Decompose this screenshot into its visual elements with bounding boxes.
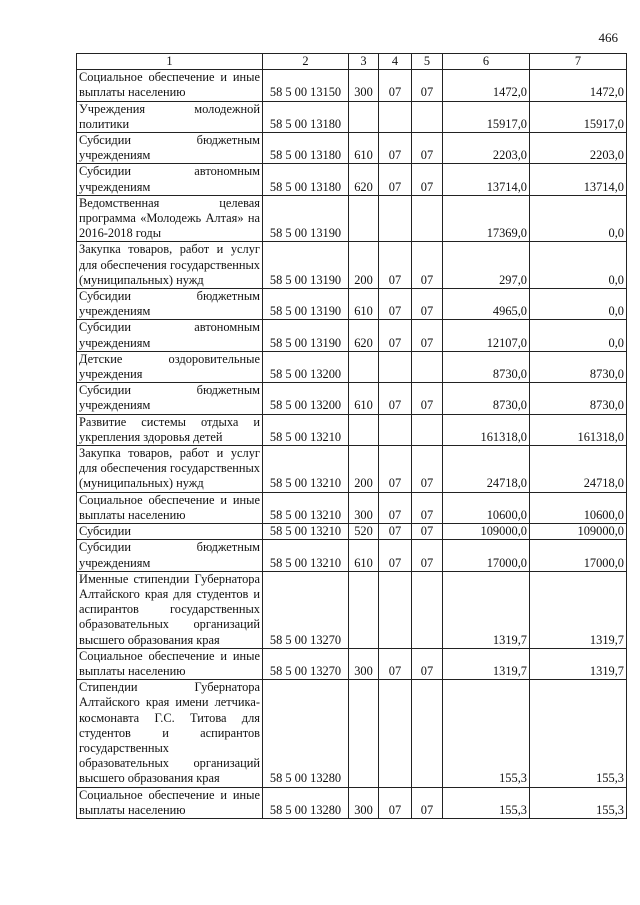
row-expense-type [349,101,379,132]
row-amount-2: 17000,0 [530,540,627,571]
row-section [379,680,412,787]
row-amount-1: 15917,0 [443,101,530,132]
row-amount-1: 13714,0 [443,164,530,195]
row-subsection [412,414,443,445]
table-row [77,492,627,523]
header-col-6: 6 [443,54,530,70]
row-amount-1: 161318,0 [443,414,530,445]
table-row [77,70,627,101]
row-name: Социальное обеспечение и иные выплаты населению [77,648,263,679]
row-amount-1: 155,3 [443,680,530,787]
row-expense-type: 620 [349,320,379,351]
row-amount-2: 2203,0 [530,133,627,164]
row-expense-type: 200 [349,242,379,289]
row-code: 58 5 00 13180 [263,164,349,195]
row-amount-1: 1319,7 [443,571,530,648]
table-row [77,133,627,164]
header-col-3: 3 [349,54,379,70]
row-amount-1: 4965,0 [443,289,530,320]
row-expense-type: 200 [349,446,379,493]
row-code: 58 5 00 13210 [263,524,349,540]
table-row [77,648,627,679]
table-row [77,540,627,571]
row-amount-1: 8730,0 [443,383,530,414]
row-section [379,195,412,242]
row-subsection: 07 [412,320,443,351]
row-amount-1: 17369,0 [443,195,530,242]
header-col-2: 2 [263,54,349,70]
row-code: 58 5 00 13210 [263,540,349,571]
row-name: Субсидии бюджетным учреждениям [77,133,263,164]
row-section: 07 [379,133,412,164]
row-name: Субсидии бюджетным учреждениям [77,540,263,571]
row-expense-type [349,414,379,445]
row-expense-type: 620 [349,164,379,195]
table-row [77,787,627,818]
row-section: 07 [379,320,412,351]
row-name: Закупка товаров, работ и услуг для обеспечения государственных (муниципальных) нужд [77,446,263,493]
row-amount-2: 1319,7 [530,648,627,679]
row-subsection [412,101,443,132]
row-name: Социальное обеспечение и иные выплаты населению [77,70,263,101]
row-amount-2: 24718,0 [530,446,627,493]
row-section: 07 [379,648,412,679]
row-amount-1: 10600,0 [443,492,530,523]
row-subsection: 07 [412,242,443,289]
row-amount-2: 161318,0 [530,414,627,445]
row-code: 58 5 00 13280 [263,787,349,818]
table-row [77,383,627,414]
table-row [77,414,627,445]
row-name: Субсидии автономным учреждениям [77,164,263,195]
row-subsection: 07 [412,383,443,414]
row-amount-2: 109000,0 [530,524,627,540]
table-row [77,571,627,648]
row-code: 58 5 00 13190 [263,320,349,351]
table-row [77,351,627,382]
row-name: Развитие системы отдыха и укрепления здоровья детей [77,414,263,445]
row-section [379,351,412,382]
row-code: 58 5 00 13210 [263,492,349,523]
row-subsection: 07 [412,524,443,540]
row-section: 07 [379,70,412,101]
table-row [77,164,627,195]
row-section: 07 [379,383,412,414]
row-name: Социальное обеспечение и иные выплаты населению [77,492,263,523]
row-amount-2: 8730,0 [530,383,627,414]
row-code: 58 5 00 13270 [263,648,349,679]
row-expense-type: 300 [349,70,379,101]
row-code: 58 5 00 13200 [263,383,349,414]
table-row [77,195,627,242]
row-amount-2: 1472,0 [530,70,627,101]
table-row [77,320,627,351]
row-section [379,414,412,445]
row-amount-1: 8730,0 [443,351,530,382]
row-amount-1: 1319,7 [443,648,530,679]
table-row [77,289,627,320]
row-amount-2: 155,3 [530,680,627,787]
budget-table [76,53,627,819]
row-name: Субсидии [77,524,263,540]
row-code: 58 5 00 13190 [263,289,349,320]
row-subsection: 07 [412,446,443,493]
row-amount-2: 1319,7 [530,571,627,648]
row-expense-type [349,351,379,382]
row-expense-type: 300 [349,648,379,679]
row-section: 07 [379,446,412,493]
row-code: 58 5 00 13190 [263,195,349,242]
row-subsection: 07 [412,164,443,195]
header-col-4: 4 [379,54,412,70]
row-expense-type: 300 [349,492,379,523]
row-expense-type [349,195,379,242]
row-amount-2: 13714,0 [530,164,627,195]
row-amount-1: 2203,0 [443,133,530,164]
row-subsection: 07 [412,540,443,571]
page-number: 466 [598,30,618,45]
row-amount-2: 0,0 [530,289,627,320]
row-subsection [412,680,443,787]
row-amount-2: 0,0 [530,320,627,351]
row-amount-2: 155,3 [530,787,627,818]
table-row [77,680,627,787]
row-name: Детские оздоровительные учреждения [77,351,263,382]
row-amount-2: 10600,0 [530,492,627,523]
row-amount-1: 109000,0 [443,524,530,540]
row-section: 07 [379,289,412,320]
row-subsection: 07 [412,648,443,679]
row-expense-type: 610 [349,383,379,414]
row-name: Стипендии Губернатора Алтайского края имени летчика-космонавта Г.С. Титова для студентов и аспирантов государственных образовательных организаций высшего образования края [77,680,263,787]
table-row [77,101,627,132]
row-section: 07 [379,242,412,289]
row-subsection [412,571,443,648]
row-subsection [412,195,443,242]
row-name: Субсидии бюджетным учреждениям [77,289,263,320]
header-row [77,54,627,70]
row-code: 58 5 00 13180 [263,101,349,132]
row-expense-type: 610 [349,540,379,571]
row-expense-type: 520 [349,524,379,540]
row-section [379,101,412,132]
table-row [77,242,627,289]
row-section: 07 [379,492,412,523]
row-subsection [412,351,443,382]
row-code: 58 5 00 13280 [263,680,349,787]
row-section: 07 [379,540,412,571]
row-amount-1: 297,0 [443,242,530,289]
row-section: 07 [379,524,412,540]
row-amount-1: 155,3 [443,787,530,818]
row-name: Учреждения молодежной политики [77,101,263,132]
row-subsection: 07 [412,787,443,818]
row-section: 07 [379,164,412,195]
row-name: Субсидии автономным учреждениям [77,320,263,351]
row-section [379,571,412,648]
row-code: 58 5 00 13270 [263,571,349,648]
row-code: 58 5 00 13210 [263,414,349,445]
row-section: 07 [379,787,412,818]
row-name: Ведомственная целевая программа «Молодежь Алтая» на 2016-2018 годы [77,195,263,242]
row-amount-1: 17000,0 [443,540,530,571]
row-amount-1: 1472,0 [443,70,530,101]
row-name: Социальное обеспечение и иные выплаты населению [77,787,263,818]
row-name: Субсидии бюджетным учреждениям [77,383,263,414]
header-col-7: 7 [530,54,627,70]
row-subsection: 07 [412,289,443,320]
row-expense-type [349,571,379,648]
row-code: 58 5 00 13180 [263,133,349,164]
row-code: 58 5 00 13200 [263,351,349,382]
table-row [77,446,627,493]
row-expense-type: 610 [349,133,379,164]
row-code: 58 5 00 13210 [263,446,349,493]
row-subsection: 07 [412,133,443,164]
row-amount-1: 12107,0 [443,320,530,351]
row-code: 58 5 00 13190 [263,242,349,289]
row-expense-type: 300 [349,787,379,818]
table-row [77,524,627,540]
header-col-1: 1 [77,54,263,70]
row-expense-type [349,680,379,787]
header-col-5: 5 [412,54,443,70]
row-subsection: 07 [412,70,443,101]
row-expense-type: 610 [349,289,379,320]
row-amount-2: 0,0 [530,242,627,289]
row-amount-2: 0,0 [530,195,627,242]
row-amount-2: 8730,0 [530,351,627,382]
row-amount-2: 15917,0 [530,101,627,132]
row-name: Закупка товаров, работ и услуг для обеспечения государственных (муниципальных) нужд [77,242,263,289]
row-subsection: 07 [412,492,443,523]
row-amount-1: 24718,0 [443,446,530,493]
row-name: Именные стипендии Губернатора Алтайского края для студентов и аспирантов государственных образовательных организаций высшего образования края [77,571,263,648]
row-code: 58 5 00 13150 [263,70,349,101]
